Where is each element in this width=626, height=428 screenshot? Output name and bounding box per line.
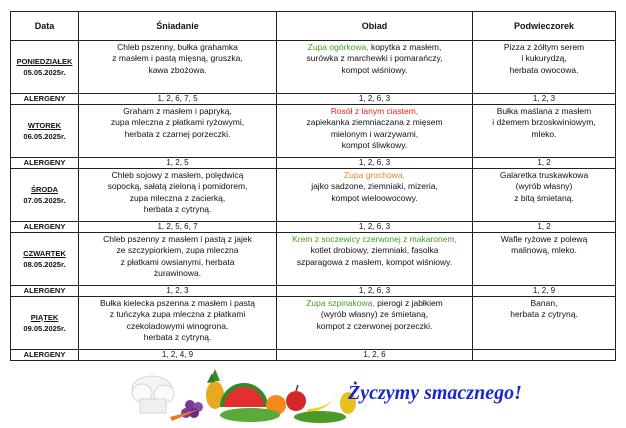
snack-cell <box>473 297 616 350</box>
day-name: CZWARTEK <box>23 248 66 258</box>
allergen-label: ALERGENY <box>11 222 79 233</box>
snack-allergens: 1, 2, 9 <box>473 286 616 297</box>
breakfast-allergens: 1, 2, 3 <box>79 286 277 297</box>
snack-cell-line: i kukurydzą, <box>521 53 567 64</box>
snack-allergens: 1, 2, 3 <box>473 94 616 105</box>
breakfast-cell <box>79 297 277 350</box>
breakfast-cell-line: Chleb pszenny z masłem i pastą z jajek <box>103 234 252 244</box>
snack-cell <box>473 169 616 222</box>
allergen-row <box>11 286 616 297</box>
breakfast-cell-line: czekoladowymi winogrona, <box>126 320 229 331</box>
soup-name: Rosół z lanym ciastem, <box>330 106 419 116</box>
header-snack: Podwieczorek <box>473 12 616 41</box>
lunch-text: kopytka z masłem, <box>368 42 442 52</box>
breakfast-cell <box>79 233 277 286</box>
breakfast-cell-line: Bułka kielecka pszenna z masłem i pastą <box>100 298 255 308</box>
header-row <box>11 12 616 41</box>
snack-cell-line: mleko. <box>531 128 557 139</box>
snack-cell <box>473 41 616 94</box>
day-cell <box>11 169 79 222</box>
soup-name: Zupa ogórkowa, <box>307 42 369 52</box>
lunch-cell <box>277 297 473 350</box>
lunch-line: (wyrób własny) ze śmietaną, <box>320 309 429 320</box>
snack-allergens: 1, 2 <box>473 158 616 169</box>
lunch-allergens: 1, 2, 6, 3 <box>277 94 473 105</box>
breakfast-cell-line: herbata z czarnej porzeczki. <box>124 128 231 139</box>
lunch-cell <box>277 233 473 286</box>
lunch-line: kompot wieloowocowy. <box>331 192 418 203</box>
lunch-allergens: 1, 2, 6, 3 <box>277 158 473 169</box>
lunch-line: zapiekanka ziemniaczana z mięsem <box>306 117 443 128</box>
lunch-cell <box>277 169 473 222</box>
soup-name: Krem z soczewicy czerwonej z makaronem, <box>292 234 457 244</box>
meal-row <box>11 169 616 222</box>
snack-cell <box>473 105 616 158</box>
snack-cell-line: malinową, mleko. <box>511 245 577 256</box>
snack-cell-line: Bułka maślana z masłem <box>496 106 592 116</box>
snack-cell-line: herbata owocowa. <box>509 64 579 75</box>
breakfast-cell-line: zupa mleczna z zacierką, <box>129 192 226 203</box>
lunch-line <box>279 298 470 309</box>
meal-row <box>11 297 616 350</box>
snack-cell-line: Galaretka truskawkowa <box>499 170 589 180</box>
snack-cell-line: Pizza z żółtym serem <box>503 42 585 52</box>
lunch-allergens: 1, 2, 6 <box>277 350 473 361</box>
soup-name: Zupa grochowa, <box>344 170 405 180</box>
breakfast-cell-line: z tuńczyka zupa mleczna z płatkami <box>109 309 246 320</box>
breakfast-cell-line: herbata z cytryną. <box>143 332 212 343</box>
lunch-line: kotlet drobiowy, ziemniaki, fasolka <box>310 245 439 256</box>
breakfast-allergens: 1, 2, 5 <box>79 158 277 169</box>
lunch-cell <box>277 41 473 94</box>
day-cell <box>11 297 79 350</box>
day-date: 09.05.2025r. <box>23 324 66 333</box>
header-breakfast: Śniadanie <box>79 12 277 41</box>
day-date: 08.05.2025r. <box>23 260 66 269</box>
breakfast-cell-line: Chleb pszenny, bułka grahamka <box>117 42 238 52</box>
lunch-line <box>279 106 470 117</box>
lunch-line <box>279 234 470 245</box>
snack-cell-line: (wyrób własny) <box>515 181 573 192</box>
fruit-illustration <box>130 367 360 423</box>
snack-cell-line: z bitą śmietaną. <box>514 192 574 203</box>
snack-allergens: 1, 2 <box>473 222 616 233</box>
day-cell <box>11 105 79 158</box>
breakfast-allergens: 1, 2, 4, 9 <box>79 350 277 361</box>
meal-row <box>11 105 616 158</box>
soup-name: Zupa szpinakowa, <box>306 298 375 308</box>
snack-cell <box>473 233 616 286</box>
menu-table <box>10 11 616 361</box>
breakfast-cell-line: z masłem i pastą mięsną, gruszka, <box>112 53 243 64</box>
day-cell <box>11 233 79 286</box>
allergen-row <box>11 94 616 105</box>
allergen-label: ALERGENY <box>11 350 79 361</box>
lunch-allergens: 1, 2, 6, 3 <box>277 286 473 297</box>
lunch-line <box>279 42 470 53</box>
breakfast-cell <box>79 169 277 222</box>
day-name: ŚRODA <box>30 184 59 194</box>
snack-cell-line: herbata z cytryną. <box>510 309 578 320</box>
breakfast-allergens: 1, 2, 6, 7, 5 <box>79 94 277 105</box>
allergen-row <box>11 158 616 169</box>
lunch-line: jajko sadzone, ziemniaki, mizeria, <box>311 181 438 192</box>
breakfast-cell-line: Chleb sojowy z masłem, polędwicą <box>111 170 244 180</box>
breakfast-cell-line: zupa mleczna z płatkami ryżowymi, <box>110 117 245 128</box>
breakfast-cell <box>79 41 277 94</box>
lunch-line: kompot wiśniowy. <box>341 64 408 75</box>
lunch-line <box>279 170 470 181</box>
meal-row <box>11 41 616 94</box>
allergen-label: ALERGENY <box>11 94 79 105</box>
day-date: 06.05.2025r. <box>23 132 66 141</box>
day-cell <box>11 41 79 94</box>
day-name: PONIEDZIAŁEK <box>16 56 73 66</box>
day-date: 07.05.2025r. <box>23 196 66 205</box>
lunch-text: pierogi z jabłkiem <box>374 298 443 308</box>
breakfast-cell <box>79 105 277 158</box>
breakfast-cell-line: Graham z masłem i papryką, <box>123 106 232 116</box>
lunch-cell <box>277 105 473 158</box>
allergen-row <box>11 222 616 233</box>
breakfast-cell-line: ze szczypiorkiem, zupa mleczna <box>116 245 239 256</box>
snack-cell-line: Wafle ryżowe z polewą <box>500 234 588 244</box>
breakfast-allergens: 1, 2, 5, 6, 7 <box>79 222 277 233</box>
lunch-line: mielonym i warzywami, <box>330 128 419 139</box>
header-day: Data <box>11 12 79 41</box>
breakfast-cell-line: sopocką, sałatą zieloną i pomidorem, <box>107 181 248 192</box>
breakfast-cell-line: żurawinowa. <box>153 268 202 279</box>
day-name: WTOREK <box>27 120 62 130</box>
lunch-allergens: 1, 2, 6, 3 <box>277 222 473 233</box>
header-lunch: Obiad <box>277 12 473 41</box>
breakfast-cell-line: kawa zbożowa. <box>148 64 207 75</box>
allergen-label: ALERGENY <box>11 158 79 169</box>
snack-cell-line: Banan, <box>530 298 558 308</box>
lunch-line: kompot z czerwonej porzeczki. <box>316 320 433 331</box>
breakfast-cell-line: z płatkami owsianymi, herbata <box>120 256 235 267</box>
meal-row <box>11 233 616 286</box>
footer-greeting: Życzymy smacznego! <box>348 382 522 404</box>
allergen-row <box>11 350 616 361</box>
lunch-line: surówka z marchewki i pomarańczy, <box>306 53 443 64</box>
allergen-label: ALERGENY <box>11 286 79 297</box>
day-date: 05.05.2025r. <box>23 68 66 77</box>
snack-cell-line: i dżemem brzoskwiniowym, <box>492 117 596 128</box>
snack-allergens <box>473 350 616 361</box>
breakfast-cell-line: herbata z cytryną. <box>143 204 212 215</box>
lunch-line: szparagowa z masłem, kompot wiśniowy. <box>296 256 453 267</box>
lunch-line: kompot śliwkowy. <box>341 140 408 151</box>
day-name: PIĄTEK <box>30 312 59 322</box>
